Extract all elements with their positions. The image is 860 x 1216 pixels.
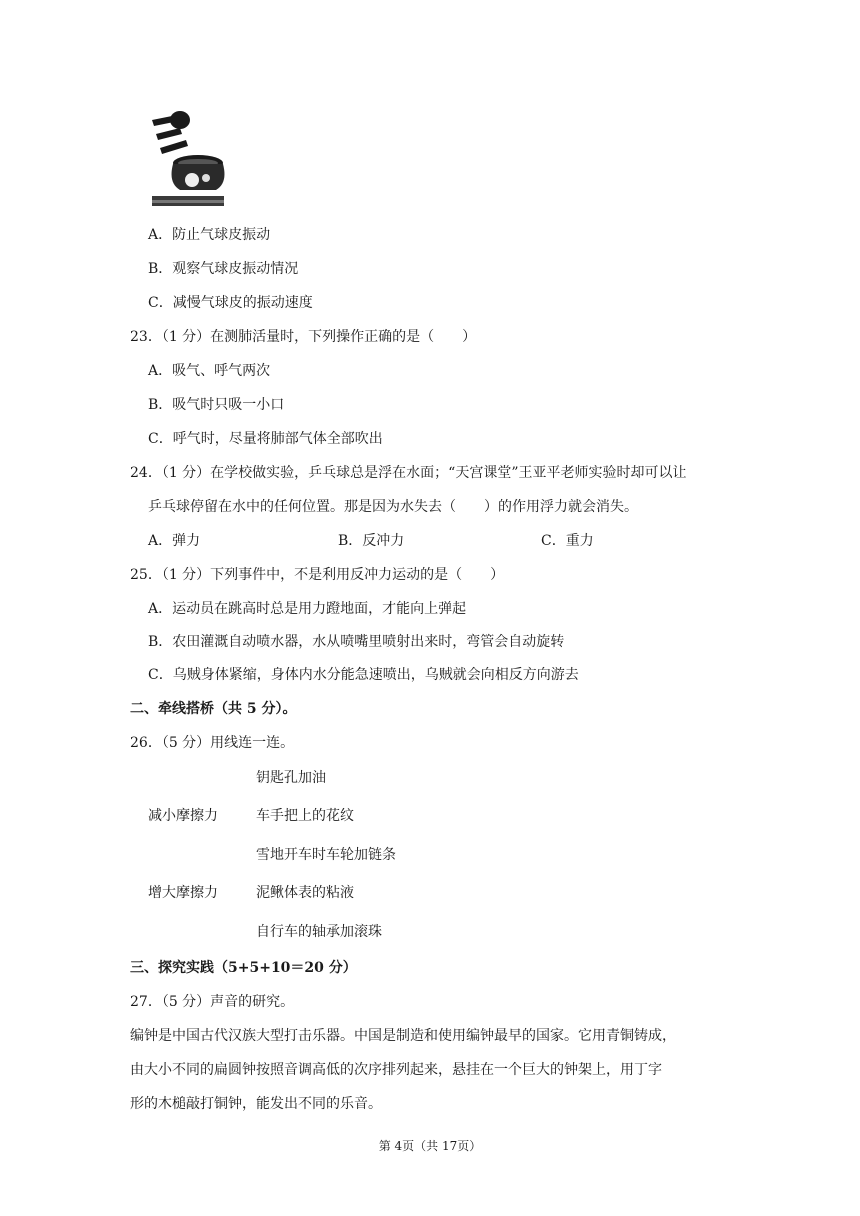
q26-right-item-1: 钥匙孔加油	[256, 770, 326, 786]
q27-stem: 27．（5 分）声音的研究。	[130, 994, 295, 1010]
q22-option-b: B．观察气球皮振动情况	[148, 261, 299, 277]
q24-option-a: A．弹力	[148, 533, 201, 549]
q26-right-item-2: 车手把上的花纹	[256, 808, 354, 824]
q26-left-item-2: 增大摩擦力	[148, 885, 218, 901]
q27-paragraph-line1: 编钟是中国古代汉族大型打击乐器。中国是制造和使用编钟最早的国家。它用青铜铸成，	[130, 1028, 676, 1044]
q24-option-b: B．反冲力	[338, 533, 405, 549]
q23-option-b: B．吸气时只吸一小口	[148, 397, 285, 413]
q26-right-item-5: 自行车的轴承加滚珠	[256, 924, 382, 940]
q25-option-c: C．乌贼身体紧缩，身体内水分能急速喷出，乌贼就会向相反方向游去	[148, 667, 579, 683]
q22-option-a: A．防止气球皮振动	[148, 227, 271, 243]
q25-option-b: B．农田灌溉自动喷水器，水从喷嘴里喷射出来时，弯管会自动旋转	[148, 634, 565, 650]
q25-stem: 25．（1 分）下列事件中，不是利用反冲力运动的是（ ）	[130, 567, 505, 583]
q24-stem-line1: 24．（1 分）在学校做实验，乒乓球总是浮在水面；“天宫课堂”王亚平老师实验时却可以让	[130, 465, 687, 481]
q26-right-item-3: 雪地开车时车轮加链条	[256, 847, 396, 863]
drum-experiment-figure	[150, 108, 226, 212]
section-3-title: 三、探究实践（5+5+10＝20 分）	[130, 960, 357, 976]
q23-stem: 23．（1 分）在测肺活量时，下列操作正确的是（ ）	[130, 329, 477, 345]
q24-stem-line2: 乒乓球停留在水中的任何位置。那是因为水失去（ ）的作用浮力就会消失。	[148, 499, 638, 515]
q27-paragraph-line2: 由大小不同的扁圆钟按照音调高低的次序排列起来，悬挂在一个巨大的钟架上，用丁字	[130, 1062, 662, 1078]
q24-option-c: C．重力	[541, 533, 594, 549]
q25-option-a: A．运动员在跳高时总是用力蹬地面，才能向上弹起	[148, 601, 467, 617]
q23-option-a: A．吸气、呼气两次	[148, 363, 271, 379]
q27-paragraph-line3: 形的木槌敲打铜钟，能发出不同的乐音。	[130, 1096, 382, 1112]
q26-stem: 26．（5 分）用线连一连。	[130, 735, 295, 751]
section-2-title: 二、牵线搭桥（共 5 分）。	[130, 701, 297, 717]
q26-right-item-4: 泥鳅体表的粘液	[256, 885, 354, 901]
q22-option-c: C．减慢气球皮的振动速度	[148, 295, 313, 311]
page-footer: 第 4页（共 17页）	[378, 1139, 482, 1153]
q23-option-c: C．呼气时，尽量将肺部气体全部吹出	[148, 431, 383, 447]
q26-left-item-1: 减小摩擦力	[148, 808, 218, 824]
